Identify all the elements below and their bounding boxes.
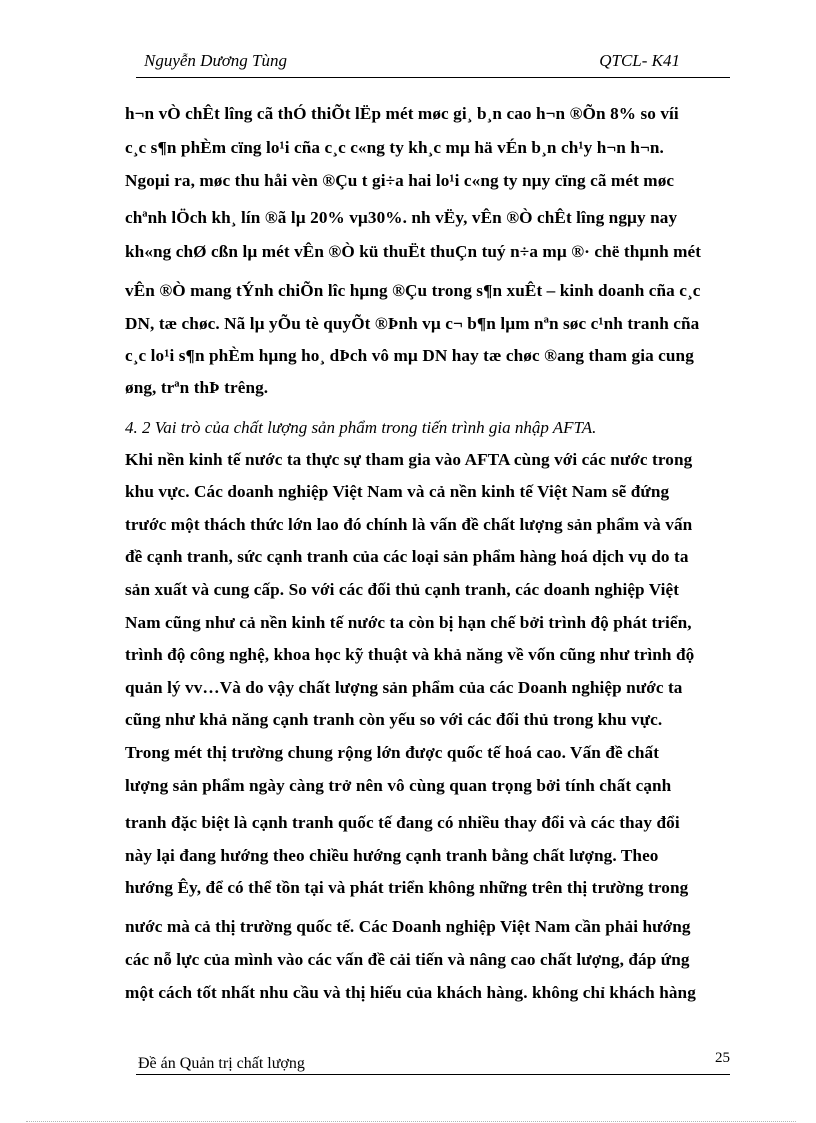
- paragraph2-line: cũng như khả năng cạnh tranh còn yếu so với các đối thủ trong khu vực.: [125, 710, 663, 729]
- paragraph1-line: vÊn ®Ò mang tÝnh chiÕn lîc hµng ®Çu trong s¶n xuÊt – kinh doanh cña c¸c: [125, 281, 701, 300]
- header-class: QTCL- K41: [599, 51, 680, 70]
- paragraph1-line: Ngoµi ra, møc thu håi vèn ®Çu t gi÷a hai lo¹i c«ng ty nµy cïng cã mét møc: [125, 171, 675, 190]
- paragraph1-line: øng, trªn thÞ trêng.: [125, 378, 269, 397]
- paragraph1-line: c¸c s¶n phÈm cïng lo¹i cña c¸c c«ng ty kh¸c mµ hä vÉn b¸n ch¹y h¬n h¬n.: [125, 138, 664, 157]
- page-header: [136, 49, 730, 78]
- paragraph2-line: tranh đặc biệt là cạnh tranh quốc tế đang có nhiều thay đổi và các thay đổi: [125, 813, 680, 832]
- paragraph2-line: các nỗ lực của mình vào các vấn đề cải tiến và nâng cao chất lượng, đáp ứng: [125, 950, 690, 969]
- page-number: 25: [715, 1050, 730, 1066]
- paragraph2-line: Trong mét thị trường chung rộng lớn được quốc tế hoá cao. Vấn đề chất: [125, 743, 660, 762]
- paragraph2-line: khu vực. Các doanh nghiệp Việt Nam và cả nền kinh tế Việt Nam sẽ đứng: [125, 482, 670, 501]
- footer-title: Đề án Quản trị chất lượng: [138, 1055, 305, 1072]
- page-boundary-divider: [26, 1121, 796, 1122]
- section-heading: 4. 2 Vai trò của chất lượng sản phẩm trong tiến trình gia nhập AFTA.: [125, 418, 597, 437]
- paragraph2-line: trình độ công nghệ, khoa học kỹ thuật và khả năng về vốn cũng như trình độ: [125, 645, 695, 664]
- paragraph2-line: lượng sản phẩm ngày càng trở nên vô cùng quan trọng bởi tính chất cạnh: [125, 776, 672, 795]
- paragraph2-line: đề cạnh tranh, sức cạnh tranh của các loại sản phẩm hàng hoá dịch vụ do ta: [125, 547, 689, 566]
- paragraph1-line: DN, tæ chøc. Nã lµ yÕu tè quyÕt ®Þnh vµ c¬ b¶n lµm nªn søc c¹nh tranh cña: [125, 314, 700, 333]
- paragraph2-line: nước mà cả thị trường quốc tế. Các Doanh nghiệp Việt Nam cần phải hướng: [125, 917, 691, 936]
- paragraph2-line: một cách tốt nhất nhu cầu và thị hiếu của khách hàng. không chỉ khách hàng: [125, 983, 696, 1002]
- paragraph1-line: h¬n vÒ chÊt lîng cã thÓ thiÕt lËp mét møc gi¸ b¸n cao h¬n ®Õn 8% so víi: [125, 104, 679, 123]
- paragraph2-line: trước một thách thức lớn lao đó chính là vấn đề chất lượng sản phẩm và vấn: [125, 515, 693, 534]
- paragraph1-line: chªnh lÖch kh¸ lín ®ã lµ 20% vµ30%. nh vËy, vÊn ®Ò chÊt lîng ngµy nay: [125, 208, 678, 227]
- paragraph1-line: kh«ng chØ cßn lµ mét vÊn ®Ò kü thuËt thuÇn tuý n÷a mµ ®· chë thµnh mét: [125, 242, 702, 261]
- page-footer: [136, 1052, 730, 1075]
- paragraph2-line: Nam cũng như cả nền kinh tế nước ta còn bị hạn chế bởi trình độ phát triển,: [125, 613, 692, 632]
- paragraph2-line: sản xuất và cung cấp. So với các đối thủ cạnh tranh, các doanh nghiệp Việt: [125, 580, 680, 599]
- paragraph2-line: quản lý vv…Và do vậy chất lượng sản phẩm của các Doanh nghiệp nước ta: [125, 678, 683, 697]
- paragraph1-line: c¸c lo¹i s¶n phÈm hµng ho¸ dÞch vô mµ DN hay tæ chøc ®ang tham gia cung: [125, 346, 694, 365]
- header-author: Nguyễn Dương Tùng: [144, 51, 288, 70]
- paragraph2-line: hướng Êy, để có thể tồn tại và phát triển không những trên thị trường trong: [125, 878, 689, 897]
- paragraph2-line: này lại đang hướng theo chiều hướng cạnh tranh bằng chất lượng. Theo: [125, 846, 659, 865]
- paragraph2-line: Khi nền kinh tế nước ta thực sự tham gia vào AFTA cùng với các nước trong: [125, 450, 693, 469]
